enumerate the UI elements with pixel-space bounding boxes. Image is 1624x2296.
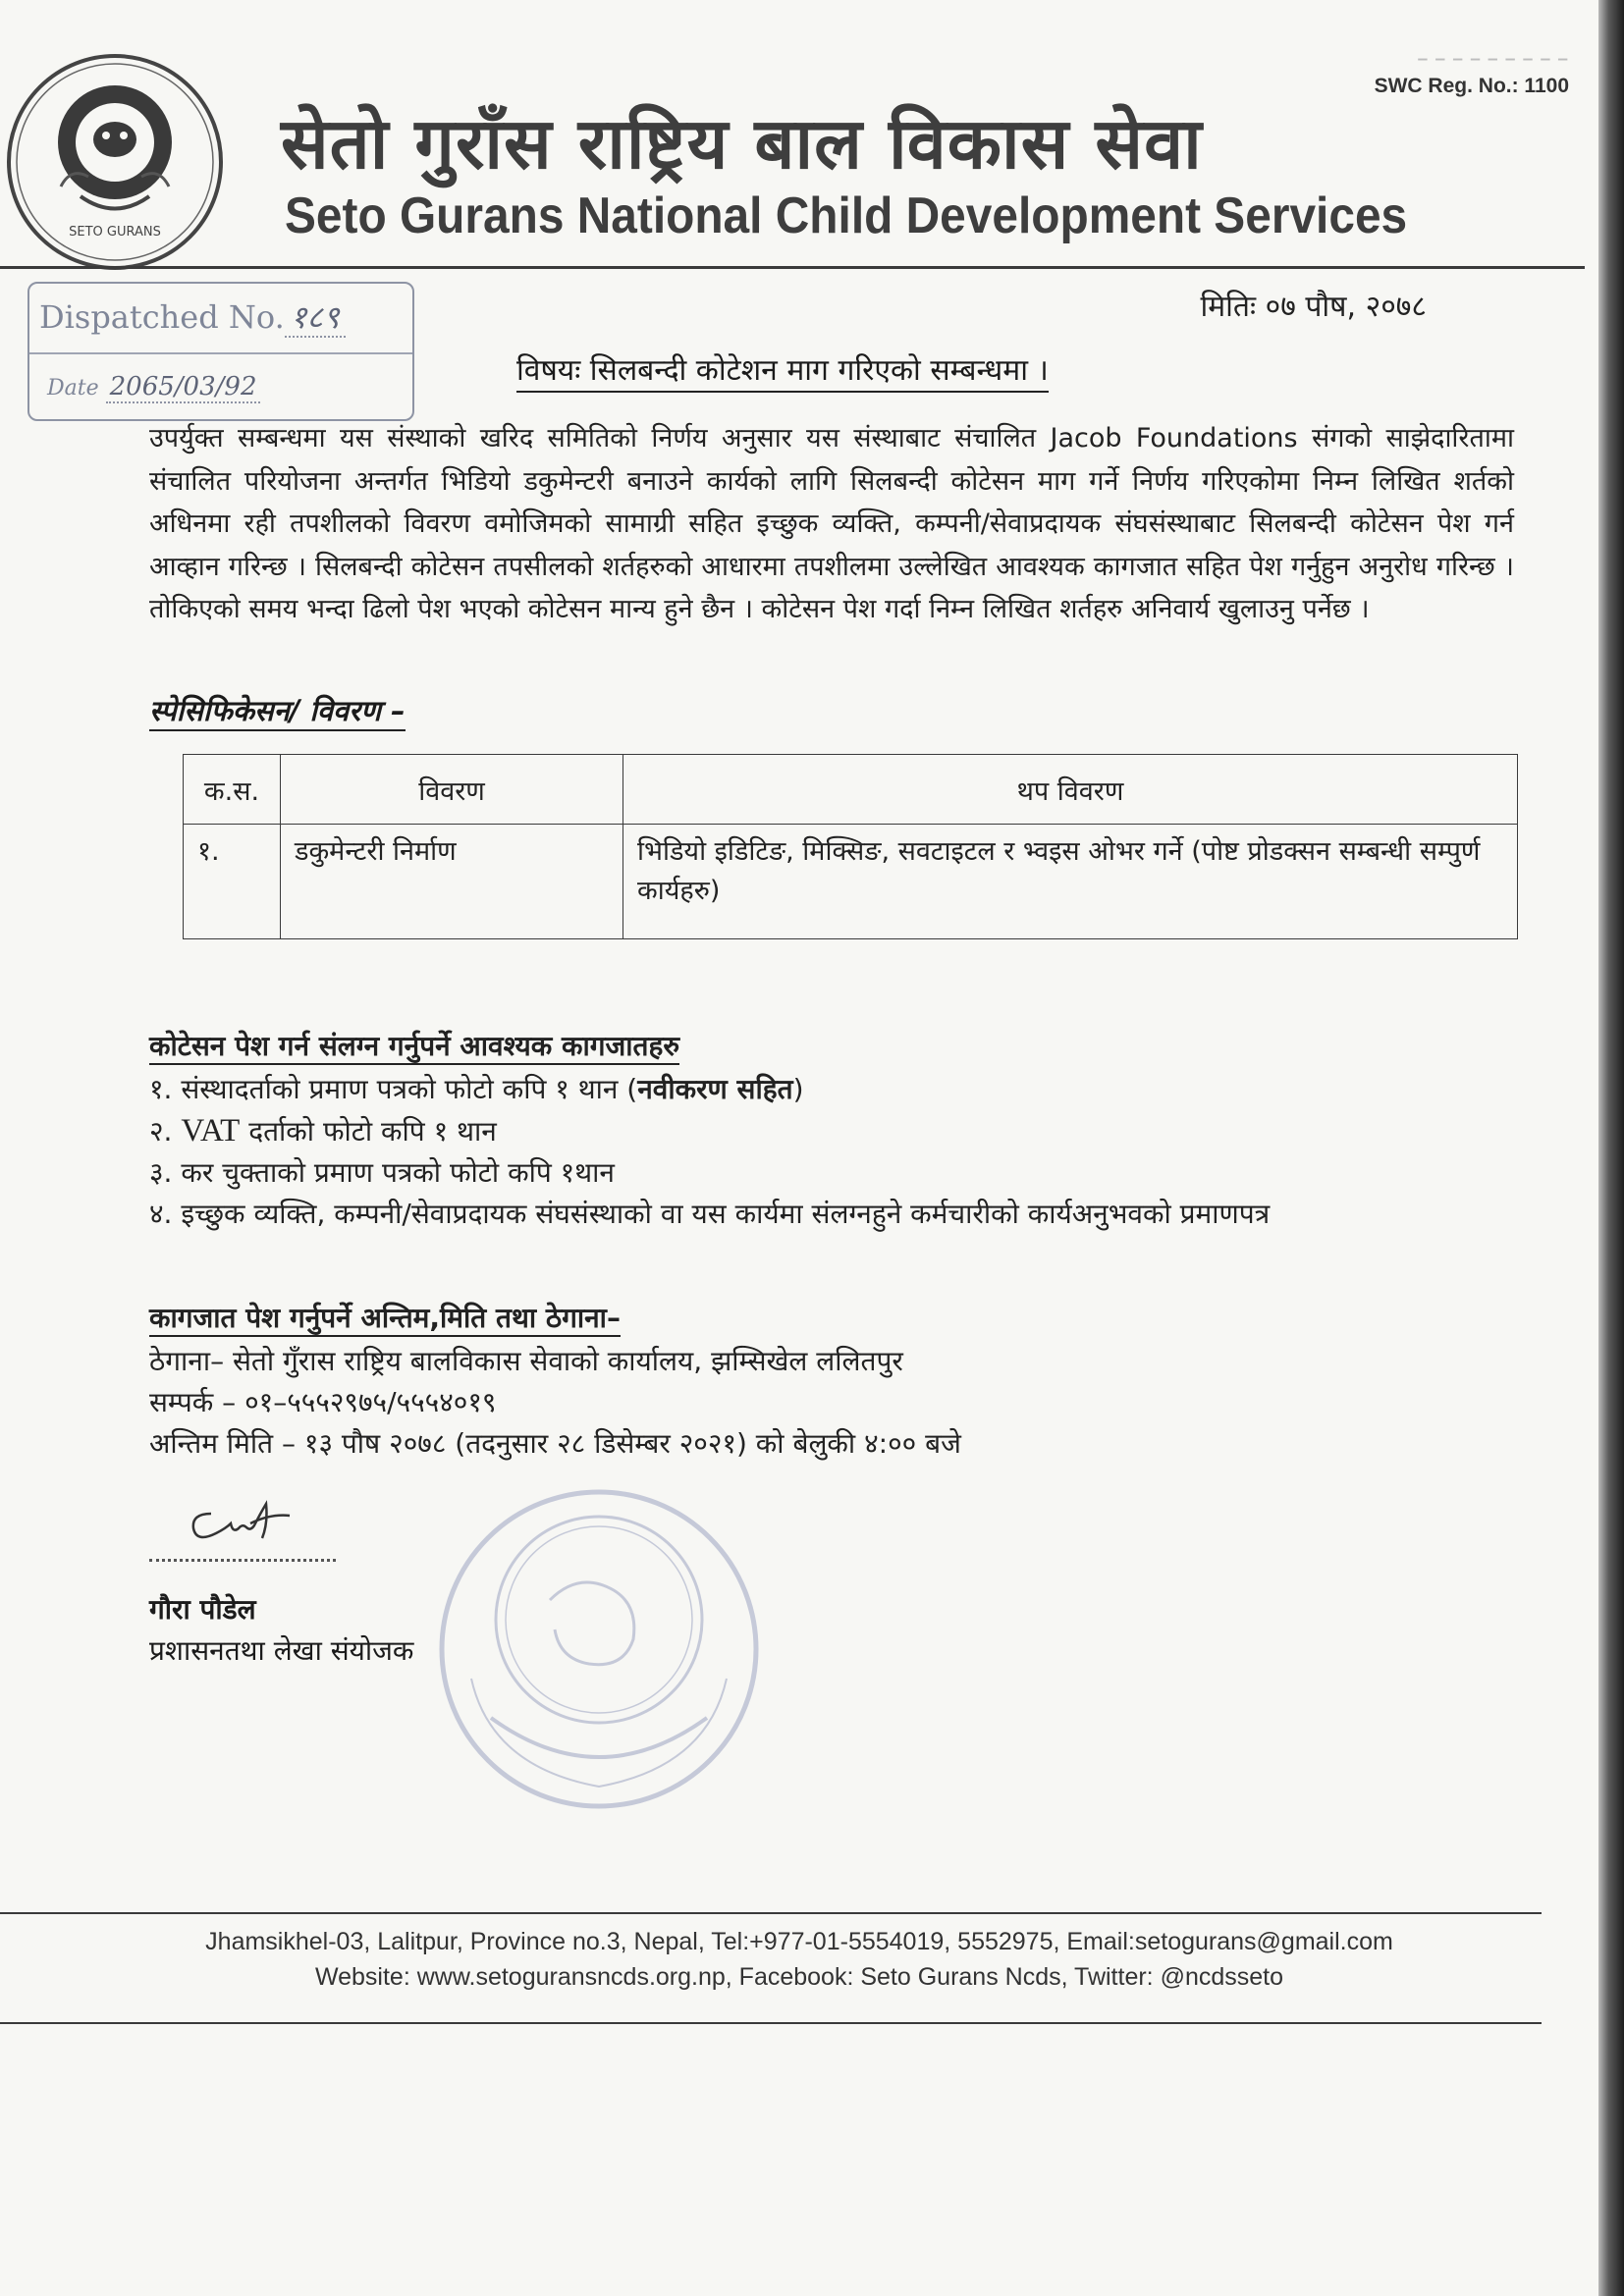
doc-item-2-text: दर्ताको फोटो कपि १ थान xyxy=(248,1115,497,1148)
documents-heading: कोटेसन पेश गर्न संलग्न गर्नुपर्ने आवश्यक कागजातहरु xyxy=(149,1030,679,1065)
spec-table xyxy=(183,754,1518,939)
seto-gurans-seal-icon xyxy=(2,49,228,275)
handwritten-signature-icon xyxy=(182,1484,299,1553)
scan-edge xyxy=(1598,0,1624,2296)
reg-number-block xyxy=(1375,49,1569,98)
cell-serial: १. xyxy=(184,825,281,939)
submission-heading: कागजात पेश गर्नुपर्ने अन्तिम,मिति तथा ठेगाना– xyxy=(149,1302,621,1337)
spec-heading: स्पेसिफिकेसन/ विवरण – xyxy=(149,691,406,731)
stamp-divider xyxy=(29,352,412,354)
dispatch-date-line xyxy=(47,372,260,401)
organization-seal-stamp-icon xyxy=(432,1482,766,1816)
header-divider xyxy=(0,266,1585,269)
col-description: विवरण xyxy=(281,755,623,825)
dispatched-value: १८९ xyxy=(285,298,346,338)
signatory-name: गौरा पौडेल xyxy=(149,1593,256,1626)
doc-item-1-bold: नवीकरण सहित xyxy=(637,1073,793,1105)
submission-address: ठेगाना– सेतो गुँरास राष्ट्रिय बालविकास सेवाको कार्यालय, झम्सिखेल ललितपुर xyxy=(149,1345,903,1377)
doc-item-1-text: १. संस्थादर्ताको प्रमाण पत्रको फोटो कपि १ थान ( xyxy=(149,1073,638,1105)
letter-date: मितिः ०७ पौष, २०७८ xyxy=(1200,290,1427,324)
date-label: Date xyxy=(47,376,99,400)
footer-contact xyxy=(0,1924,1598,1995)
cell-details: भिडियो इडिटिङ, मिक्सिङ, सवटाइटल र भ्वइस ओभर गर्ने (पोष्ट प्रोडक्सन सम्बन्धी सम्पुर्ण कार्यहरु) xyxy=(623,825,1518,939)
submission-contact: सम्पर्क – ०१–५५५२९७५/५५५४०१९ xyxy=(149,1386,497,1418)
document-item-1 xyxy=(149,1069,1270,1110)
doc-item-1-end: ) xyxy=(792,1073,804,1105)
letter-body: उपर्युक्त सम्बन्धमा यस संस्थाको खरिद समितिको निर्णय अनुसार यस संस्थाबाट संचालित Jacob Foundations संगको साझेदारितामा संचालित परियोजना अन्तर्गत भिडियो डकुमेन्टरी बनाउने कार्यको लागि सिलबन्दी कोटेसन माग गर्ने निर्णय गरिएकोमा निम्न लिखित शर्तको अधिनमा रही तपशीलको विवरण वमोजिमको सामाग्री सहित इच्छुक व्यक्ति, कम्पनी/सेवाप्रदायक संघसंस्थाबाट सिलबन्दी कोटेसन पेश गर्न आव्हान गरिन्छ । सिलबन्दी कोटेसन तपसीलको शर्तहरुको आधारमा तपशीलमा उल्लेखित आवश्यक कागजात सहित पेश गर्नुहुन अनुरोध गरिन्छ । तोकिएको समय भन्दा ढिलो पेश भएको कोटेसन मान्य हुने छैन । कोटेसन पेश गर्दा निम्न लिखित शर्तहरु अनिवार्य खुलाउनु पर्नेछ । xyxy=(149,423,1514,624)
dispatch-number-line xyxy=(39,295,346,338)
footer-divider-top xyxy=(0,1912,1542,1914)
col-serial: क.स. xyxy=(184,755,281,825)
submission-section xyxy=(149,1298,961,1465)
document-item-3: ३. कर चुक्ताको प्रमाण पत्रको फोटो कपि १थान xyxy=(149,1156,615,1189)
date-value: 2065/03/92 xyxy=(106,372,261,403)
doc-item-2-prefix: २. xyxy=(149,1115,173,1148)
document-item-2 xyxy=(149,1110,1270,1152)
document-item-4: ४. इच्छुक व्यक्ति, कम्पनी/सेवाप्रदायक संघसंस्थाको वा यस कार्यमा संलग्नहुने कर्मचारीको कार्यअनुभवको प्रमाणपत्र xyxy=(149,1198,1271,1230)
submission-deadline: अन्तिम मिति – १३ पौष २०७८ (तदनुसार २८ डिसेम्बर २०२१) को बेलुकी ४:०० बजे xyxy=(149,1427,961,1460)
footer-web-line: Website: www.setoguransncds.org.np, Facebook: Seto Gurans Ncds, Twitter: @ncdsseto xyxy=(314,1963,1284,1991)
footer-divider-bottom xyxy=(0,2022,1542,2024)
table-header-row xyxy=(184,755,1518,825)
org-name-english: Seto Gurans National Child Development Services xyxy=(285,187,1408,244)
col-details: थप विवरण xyxy=(623,755,1518,825)
cell-description: डकुमेन्टरी निर्माण xyxy=(281,825,623,939)
faint-header-text: – – – – – – – – – xyxy=(1417,49,1569,70)
dispatched-label: Dispatched No. xyxy=(39,298,285,336)
signature-line xyxy=(149,1559,336,1562)
org-name-nepali: सेतो गुराँस राष्ट्रिय बाल विकास सेवा xyxy=(281,102,1203,185)
signatory-role: प्रशासनतथा लेखा संयोजक xyxy=(149,1634,414,1667)
doc-item-2-vat: VAT xyxy=(181,1113,241,1148)
svg-text:SETO GURANS: SETO GURANS xyxy=(69,225,161,240)
footer-address-line: Jhamsikhel-03, Lalitpur, Province no.3, Nepal, Tel:+977-01-5554019, 5552975, Email:setogurans@gmail.com xyxy=(205,1928,1393,1955)
required-documents-section xyxy=(149,1026,1270,1235)
table-row xyxy=(184,825,1518,939)
letter-subject: विषयः सिलबन्दी कोटेशन माग गरिएको सम्बन्धमा । xyxy=(516,348,1049,393)
dispatch-stamp xyxy=(27,282,414,421)
swc-reg-no: SWC Reg. No.: 1100 xyxy=(1374,75,1569,97)
